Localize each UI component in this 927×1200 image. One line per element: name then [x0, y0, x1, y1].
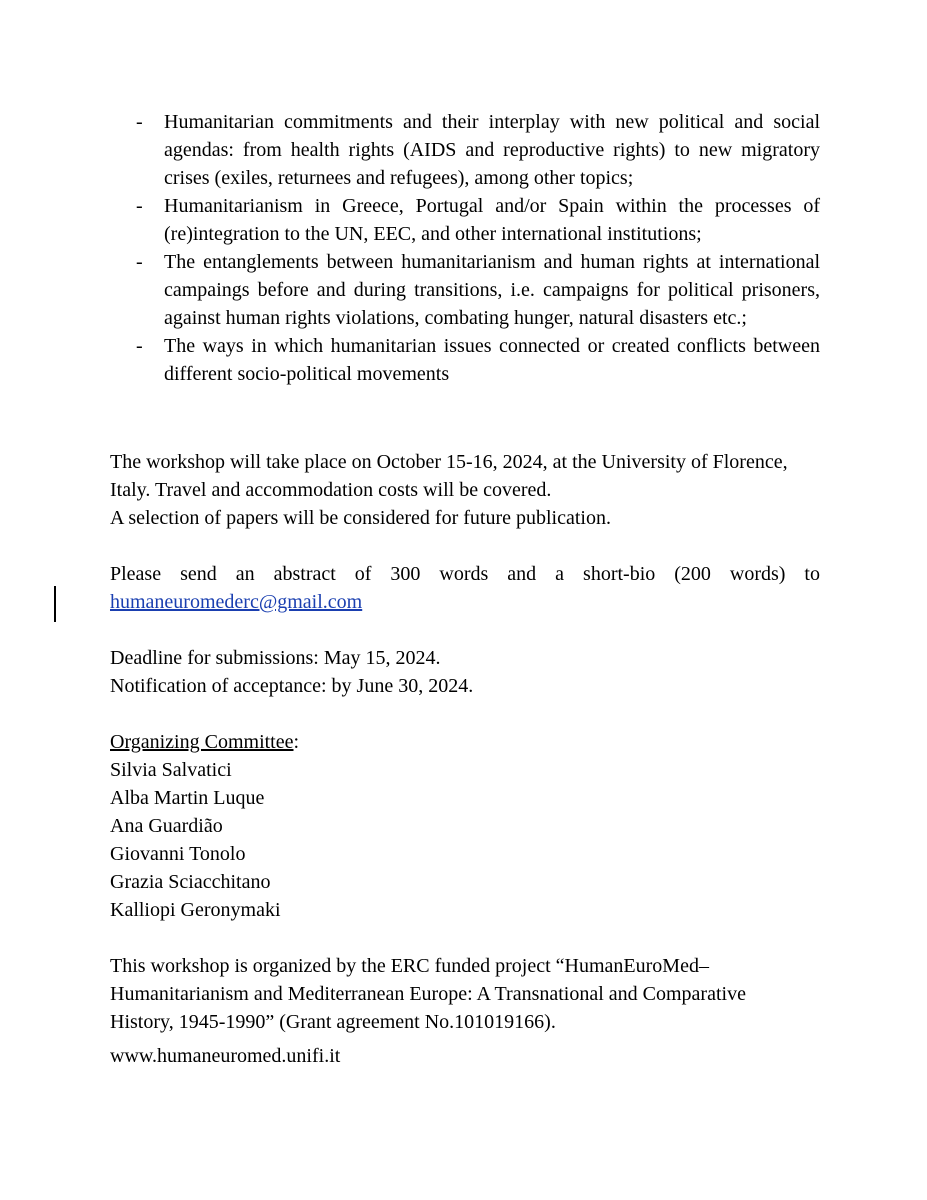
- deadline-text: Deadline for submissions: May 15, 2024.: [110, 647, 441, 669]
- list-item-text: The entanglements between humanitarianism and human rights at international campaings before and during transitions, i.e. campaigns for political prisoners, against human rights violations, combating hunger, natural disasters etc.;: [164, 251, 820, 329]
- workshop-line: Italy. Travel and accommodation costs will be covered.: [110, 479, 552, 501]
- list-item: [110, 108, 820, 192]
- committee-member: Ana Guardião: [110, 815, 223, 837]
- funding-line: History, 1945-1990” (Grant agreement No.101019166).: [110, 1011, 556, 1033]
- committee-section: [110, 728, 820, 924]
- committee-member: Kalliopi Geronymaki: [110, 899, 281, 921]
- list-item-text: The ways in which humanitarian issues connected or created conflicts between different socio-political movements: [164, 335, 820, 385]
- notification-text: Notification of acceptance: by June 30, 2024.: [110, 675, 474, 697]
- bullet-dash: -: [136, 251, 143, 273]
- bullet-dash: -: [136, 111, 143, 133]
- website-text[interactable]: www.humaneuromed.unifi.it: [110, 1045, 341, 1067]
- committee-member: Giovanni Tonolo: [110, 843, 246, 865]
- text-cursor: [54, 586, 56, 622]
- committee-heading: Organizing Committee: [110, 731, 294, 753]
- funding-line: Humanitarianism and Mediterranean Europe: A Transnational and Comparative: [110, 983, 746, 1005]
- submission-text: Please send an abstract of 300 words and a short-bio (200 words) to: [110, 563, 820, 585]
- committee-member: Silvia Salvatici: [110, 759, 232, 781]
- publication-note: A selection of papers will be considered for future publication.: [110, 507, 611, 529]
- list-item: [110, 332, 820, 388]
- topic-list: [110, 108, 820, 388]
- list-item-text: Humanitarian commitments and their interplay with new political and social agendas: from health rights (AIDS and reproductive rights) to new migratory crises (exiles, returnees and refugees), among other topics;: [164, 111, 820, 189]
- dates-paragraph: [110, 644, 820, 700]
- workshop-line: The workshop will take place on October 15-16, 2024, at the University of Florence,: [110, 451, 788, 473]
- workshop-paragraph: [110, 448, 820, 532]
- committee-heading-colon: :: [293, 731, 300, 753]
- bullet-dash: -: [136, 335, 143, 357]
- bullet-dash: -: [136, 195, 143, 217]
- committee-member: Alba Martin Luque: [110, 787, 265, 809]
- funding-line: This workshop is organized by the ERC funded project “HumanEuroMed–: [110, 955, 709, 977]
- list-item: [110, 248, 820, 332]
- website-paragraph: [110, 1042, 820, 1070]
- committee-heading-row: [110, 728, 820, 756]
- email-link[interactable]: humaneuromederc@gmail.com: [110, 591, 363, 613]
- submission-paragraph: [110, 560, 820, 616]
- list-item: [110, 192, 820, 248]
- list-item-text: Humanitarianism in Greece, Portugal and/or Spain within the processes of (re)integration to the UN, EEC, and other international institutions;: [164, 195, 820, 245]
- funding-paragraph: [110, 952, 820, 1036]
- committee-member: Grazia Sciacchitano: [110, 871, 271, 893]
